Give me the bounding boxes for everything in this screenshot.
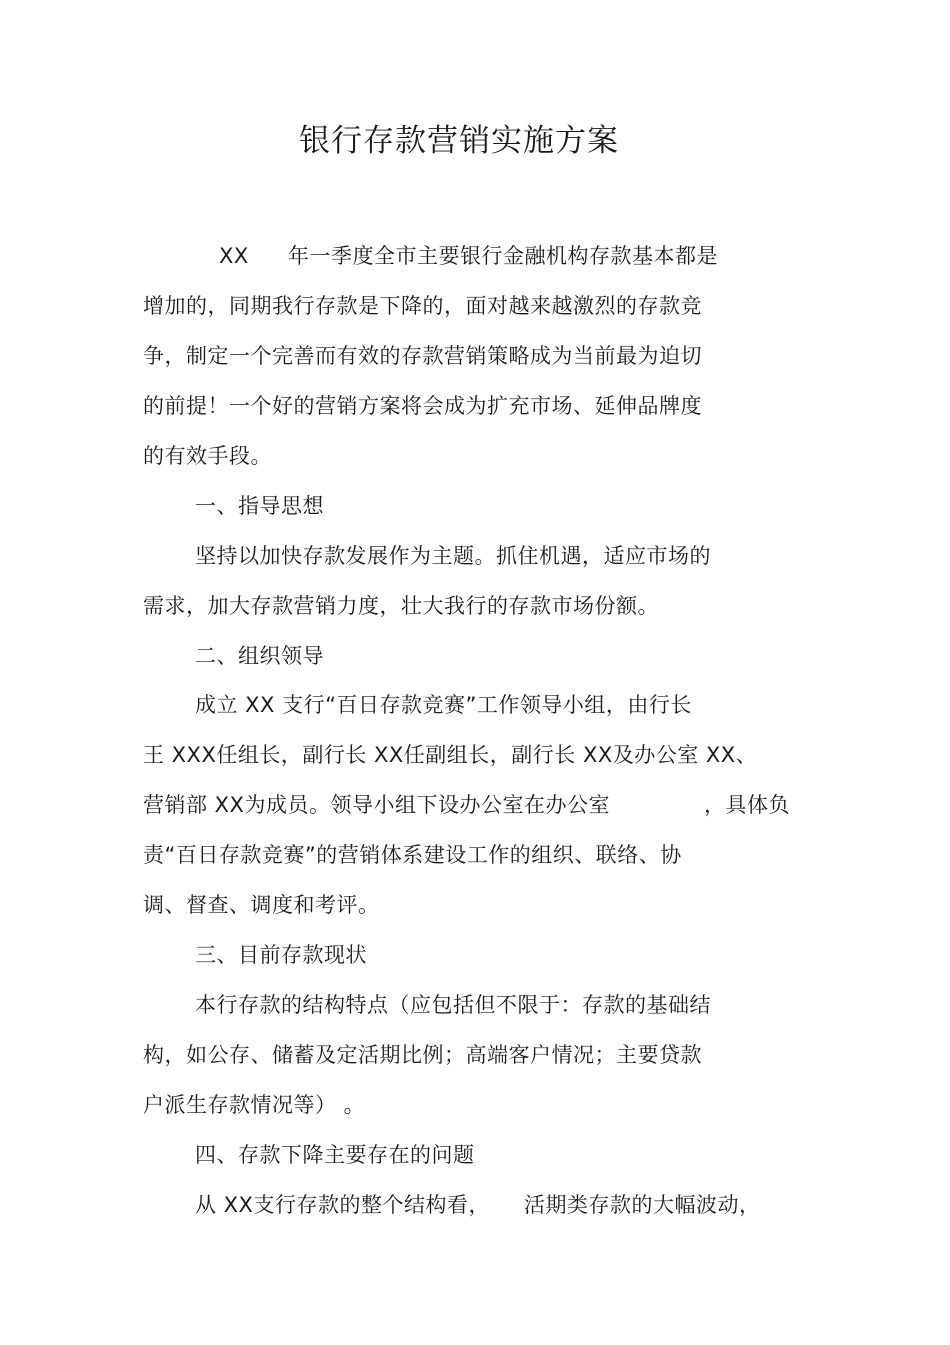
section-3-line-1: 本行存款的结构特点（应包括但不限于：存款的基础结 (195, 993, 711, 1017)
section-3-line-2: 构，如公存、储蓄及定活期比例；高端客户情况；主要贷款 (143, 1043, 702, 1067)
section-2-line-2: 王 XXX任组长，副行长 XX任副组长，副行长 XX及办公室 XX、 (143, 743, 758, 767)
document-title: 银行存款营销实施方案 (299, 123, 619, 159)
section-3-heading: 三、目前存款现状 (195, 943, 367, 967)
section-4-line-1-end: 活期类存款的大幅波动， (524, 1193, 761, 1217)
section-1-heading: 一、指导思想 (195, 494, 324, 518)
section-3-line-3: 户派生存款情况等） 。 (143, 1093, 366, 1117)
section-4-line-1: 从 XX支行存款的整个结构看， (195, 1193, 490, 1217)
section-2-line-3: 营销部 XX为成员。领导小组下设办公室在办公室 (143, 793, 610, 817)
intro-line-1: 年一季度全市主要银行金融机构存款基本都是 (288, 244, 718, 268)
intro-line-4: 的前提！一个好的营销方案将会成为扩充市场、延伸品牌度 (143, 394, 702, 418)
section-2-line-5: 调、督查、调度和考评。 (143, 893, 380, 917)
section-2-line-1: 成立 XX 支行“百日存款竞赛”工作领导小组，由行长 (195, 693, 692, 717)
section-2-line-3-end: ，具体负 (704, 793, 790, 817)
intro-line-2: 增加的，同期我行存款是下降的，面对越来越激烈的存款竞 (143, 294, 702, 318)
section-1-line-1: 坚持以加快存款发展作为主题。抓住机遇，适应市场的 (195, 544, 711, 568)
intro-line-3: 争，制定一个完善而有效的存款营销策略成为当前最为迫切 (143, 344, 702, 368)
intro-line-1-year: XX (219, 244, 249, 268)
section-4-heading: 四、存款下降主要存在的问题 (195, 1143, 475, 1167)
section-2-heading: 二、组织领导 (195, 644, 324, 668)
section-2-line-4: 责“百日存款竞赛”的营销体系建设工作的组织、联络、协 (143, 843, 682, 867)
section-1-line-2: 需求，加大存款营销力度，壮大我行的存款市场份额。 (143, 594, 659, 618)
intro-line-5: 的有效手段。 (143, 444, 272, 468)
